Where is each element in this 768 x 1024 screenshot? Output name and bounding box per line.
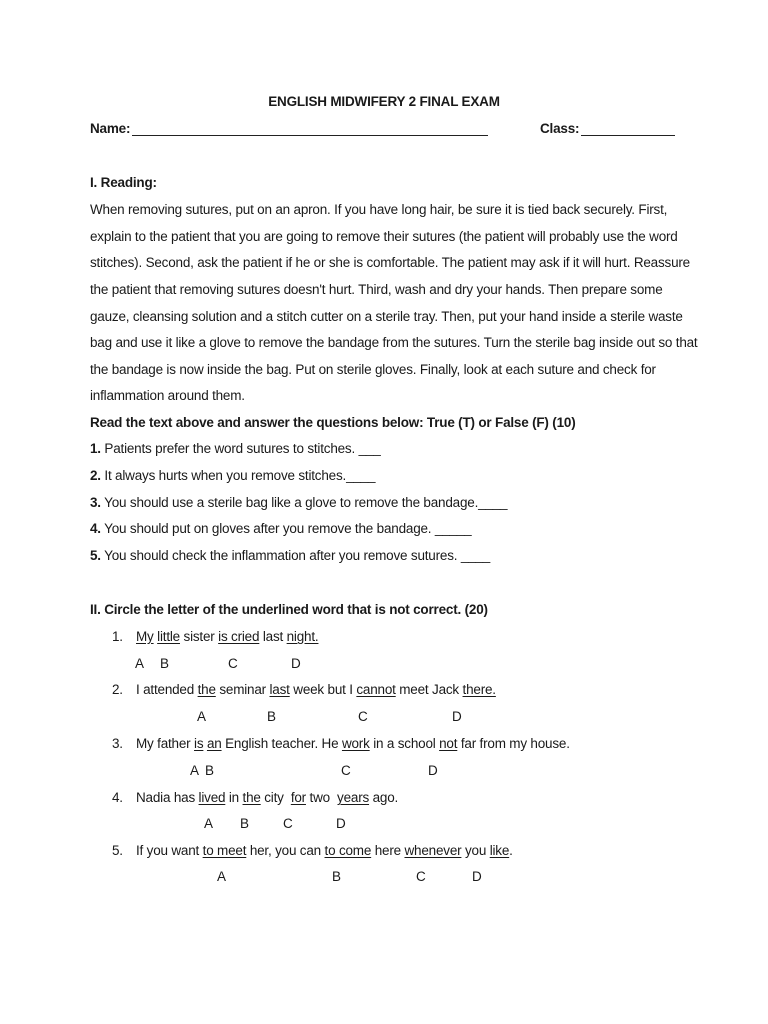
- tf-question: [90, 468, 375, 483]
- underlined-word: is: [194, 736, 204, 751]
- underlined-word: like: [489, 843, 510, 858]
- underlined-word: cannot: [356, 682, 396, 697]
- tf-question: [90, 495, 507, 510]
- class-field[interactable]: [581, 135, 675, 136]
- sentence-text: Nadia has: [136, 790, 199, 805]
- passage-line: the patient that removing sutures doesn't hurt. Third, wash and dry your hands. Then prepare some: [90, 282, 663, 297]
- tf-question: [90, 548, 490, 563]
- underlined-word: is cried: [218, 629, 260, 644]
- option-a[interactable]: A: [217, 869, 226, 884]
- underlined-word: to meet: [202, 843, 247, 858]
- underlined-word: the: [197, 682, 216, 697]
- tf-instruction: Read the text above and answer the questions below: True (T) or False (F) (10): [90, 415, 576, 430]
- underlined-word: little: [157, 629, 180, 644]
- option-d[interactable]: D: [428, 763, 438, 778]
- underlined-word: My: [136, 629, 154, 644]
- option-b[interactable]: B: [160, 656, 169, 671]
- option-b[interactable]: B: [332, 869, 341, 884]
- error-sentence: [136, 682, 496, 697]
- option-c[interactable]: C: [228, 656, 238, 671]
- sentence-text: city: [260, 790, 291, 805]
- option-a[interactable]: A: [135, 656, 144, 671]
- exam-title: ENGLISH MIDWIFERY 2 FINAL EXAM: [268, 94, 500, 109]
- passage-line: gauze, cleansing solution and a stitch cutter on a sterile tray. Then, put your hand inside a sterile waste: [90, 309, 683, 324]
- name-field[interactable]: [132, 135, 488, 136]
- underlined-word: an: [206, 736, 222, 751]
- question-text: Patients prefer the word sutures to stitches. ___: [100, 441, 381, 456]
- question-number: 2.: [90, 468, 101, 483]
- sentence-text: in: [225, 790, 243, 805]
- sentence-text: seminar: [215, 682, 270, 697]
- question-text: You should check the inflammation after you remove sutures. ____: [100, 548, 491, 563]
- underlined-word: night.: [286, 629, 319, 644]
- sentence-text: I attended: [136, 682, 198, 697]
- question-number: 1.: [90, 441, 101, 456]
- error-sentence: [136, 790, 398, 805]
- question-text: It always hurts when you remove stitches.____: [100, 468, 376, 483]
- question-number: 3.: [90, 495, 101, 510]
- sentence-text: .: [509, 843, 513, 858]
- item-number: 5.: [112, 843, 123, 858]
- tf-question: [90, 441, 381, 456]
- name-label: Name:: [90, 121, 131, 136]
- underlined-word: for: [290, 790, 306, 805]
- sentence-text: ago.: [369, 790, 399, 805]
- sentence-text: last: [259, 629, 287, 644]
- passage-line: When removing sutures, put on an apron. If you have long hair, be sure it is tied back securely. First,: [90, 202, 668, 217]
- option-c[interactable]: C: [358, 709, 368, 724]
- sentence-text: here: [371, 843, 405, 858]
- passage-line: stitches). Second, ask the patient if he or she is comfortable. The patient may ask if it will hurt. Reassure: [90, 255, 690, 270]
- passage-line: bag and use it like a glove to remove the bandage from the sutures. Turn the sterile bag inside out so that: [90, 335, 698, 350]
- sentence-text: in a school: [369, 736, 440, 751]
- item-number: 3.: [112, 736, 123, 751]
- underlined-word: years: [337, 790, 370, 805]
- sentence-text: sister: [179, 629, 219, 644]
- error-sentence: [136, 629, 318, 644]
- option-c[interactable]: C: [416, 869, 426, 884]
- option-b[interactable]: B: [240, 816, 249, 831]
- option-d[interactable]: D: [291, 656, 301, 671]
- error-sentence: [136, 736, 570, 751]
- option-d[interactable]: D: [472, 869, 482, 884]
- item-number: 1.: [112, 629, 123, 644]
- option-b[interactable]: B: [267, 709, 276, 724]
- underlined-word: to come: [324, 843, 372, 858]
- question-text: You should use a sterile bag like a glove to remove the bandage.____: [100, 495, 508, 510]
- underlined-word: not: [439, 736, 458, 751]
- sentence-text: If you want: [136, 843, 203, 858]
- option-a[interactable]: A: [204, 816, 213, 831]
- tf-question: [90, 521, 471, 536]
- error-sentence: [136, 843, 513, 858]
- option-a[interactable]: A: [197, 709, 206, 724]
- sentence-text: week but I: [289, 682, 357, 697]
- underlined-word: the: [242, 790, 261, 805]
- sentence-text: My father: [136, 736, 195, 751]
- underlined-word: there.: [462, 682, 496, 697]
- sentence-text: English teacher. He: [221, 736, 342, 751]
- reading-heading: I. Reading:: [90, 175, 157, 190]
- underlined-word: lived: [198, 790, 226, 805]
- underlined-word: work: [341, 736, 370, 751]
- question-number: 5.: [90, 548, 101, 563]
- passage-line: inflammation around them.: [90, 388, 245, 403]
- sentence-text: two: [305, 790, 338, 805]
- item-number: 2.: [112, 682, 123, 697]
- sentence-text: her, you can: [246, 843, 325, 858]
- class-label: Class:: [540, 121, 580, 136]
- option-d[interactable]: D: [452, 709, 462, 724]
- error-id-heading: II. Circle the letter of the underlined word that is not correct. (20): [90, 602, 488, 617]
- sentence-text: meet Jack: [395, 682, 463, 697]
- underlined-word: whenever: [404, 843, 462, 858]
- passage-line: explain to the patient that you are going to remove their sutures (the patient will probably use the word: [90, 229, 678, 244]
- sentence-text: you: [461, 843, 490, 858]
- question-text: You should put on gloves after you remove the bandage. _____: [100, 521, 472, 536]
- option-c[interactable]: C: [341, 763, 351, 778]
- passage-line: the bandage is now inside the bag. Put on sterile gloves. Finally, look at each suture and check for: [90, 362, 656, 377]
- item-number: 4.: [112, 790, 123, 805]
- option-c[interactable]: C: [283, 816, 293, 831]
- option-a[interactable]: A: [190, 763, 199, 778]
- sentence-text: far from my house.: [457, 736, 570, 751]
- option-b[interactable]: B: [205, 763, 214, 778]
- option-d[interactable]: D: [336, 816, 346, 831]
- question-number: 4.: [90, 521, 101, 536]
- underlined-word: last: [269, 682, 290, 697]
